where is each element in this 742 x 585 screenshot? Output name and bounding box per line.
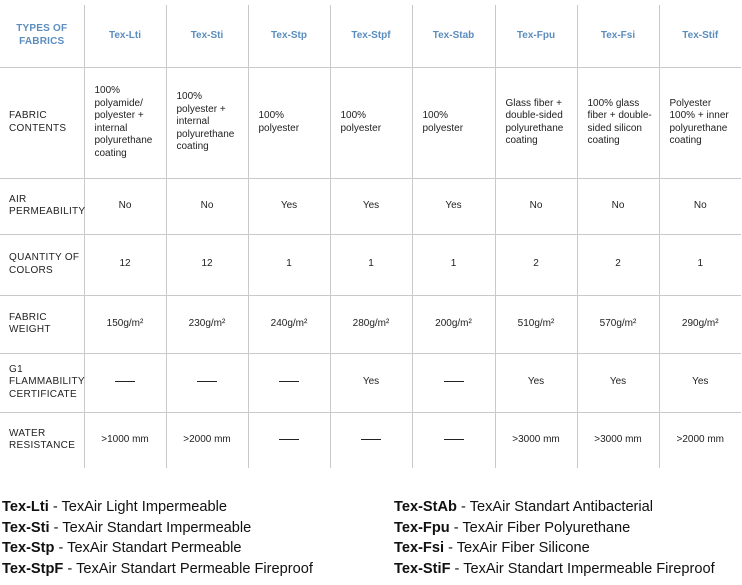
legend-item <box>2 518 313 539</box>
row-label-air-permeability: AIR PERMEABILITY <box>0 178 84 234</box>
table-cell: 100% polyester <box>330 67 412 178</box>
dash-mark <box>279 439 299 440</box>
table-cell <box>330 412 412 468</box>
dash-mark <box>444 381 464 382</box>
table-cell: 280g/m² <box>330 295 412 353</box>
legend-desc: - TexAir Standart Permeable Fireproof <box>63 560 313 577</box>
table-row-water-resistance <box>0 412 741 468</box>
legend-item <box>2 497 313 518</box>
legend-right-column <box>394 497 715 579</box>
legend-code: Tex-StAb <box>394 499 457 515</box>
column-header-tex-lti: Tex-Lti <box>84 5 166 67</box>
fabric-comparison-table <box>0 5 741 468</box>
legend-code: Tex-Fpu <box>394 519 450 536</box>
table-cell: >3000 mm <box>577 412 659 468</box>
table-cell: Yes <box>412 178 495 234</box>
table-cell: >1000 mm <box>84 412 166 468</box>
table-cell <box>412 412 495 468</box>
legend-desc: - TexAir Fiber Silicone <box>444 540 590 556</box>
table-cell: No <box>495 178 577 234</box>
table-cell <box>248 412 330 468</box>
table-cell: 150g/m² <box>84 295 166 353</box>
table-cell: 1 <box>330 234 412 295</box>
table-row-fabric-weight <box>0 295 741 353</box>
table-cell <box>248 353 330 412</box>
table-cell: >2000 mm <box>166 412 248 468</box>
table-cell <box>84 353 166 412</box>
column-header-tex-sti: Tex-Sti <box>166 5 248 67</box>
legend-desc: - TexAir Light Impermeable <box>48 499 227 515</box>
table-row-fabric-contents <box>0 67 741 178</box>
table-cell: 510g/m² <box>495 295 577 353</box>
column-header-tex-fpu: Tex-Fpu <box>495 5 577 67</box>
row-label-g1-flammability: G1 FLAMMABILITY CERTIFICATE <box>0 353 84 412</box>
table-cell: 200g/m² <box>412 295 495 353</box>
table-cell: 290g/m² <box>659 295 741 353</box>
table-cell: No <box>577 178 659 234</box>
row-label-quantity-of-colors: QUANTITY OF COLORS <box>0 234 84 295</box>
table-cell: 100% polyester <box>412 67 495 178</box>
table-cell: >3000 mm <box>495 412 577 468</box>
legend-desc: - TexAir Standart Permeable <box>54 540 242 556</box>
table-cell: 12 <box>166 234 248 295</box>
legend-item <box>394 497 715 518</box>
legend-desc: - TexAir Fiber Polyurethane <box>449 519 631 536</box>
column-header-tex-stif: Tex-Stif <box>659 5 741 67</box>
table-cell: 100% glass fiber + double-sided silicon coating <box>577 67 659 178</box>
legend-item <box>2 538 313 559</box>
table-cell: Glass fiber + double-sided polyurethane coating <box>495 67 577 178</box>
table-cell: 100% polyamide/ polyester + internal polyurethane coating <box>84 67 166 178</box>
dash-mark <box>197 381 217 382</box>
table-cell: 12 <box>84 234 166 295</box>
column-header-tex-stpf: Tex-Stpf <box>330 5 412 67</box>
legend-item <box>394 559 715 580</box>
legend-item <box>394 518 715 539</box>
table-cell: 100% polyester <box>248 67 330 178</box>
row-label-water-resistance: WATER RESISTANCE <box>0 412 84 468</box>
legend-code: Tex-Sti <box>2 519 50 536</box>
legend-desc: - TexAir Standart Antibacterial <box>456 499 654 515</box>
dash-mark <box>279 381 299 382</box>
table-cell: 570g/m² <box>577 295 659 353</box>
table-cell: 2 <box>577 234 659 295</box>
table-row-quantity-of-colors <box>0 234 741 295</box>
table-cell: 1 <box>659 234 741 295</box>
legend-code: Tex-StpF <box>2 560 64 577</box>
legend-left-column <box>2 497 313 579</box>
legend-item <box>394 538 715 559</box>
table-cell: Polyester 100% + inner polyurethane coating <box>659 67 741 178</box>
dash-mark <box>361 439 381 440</box>
legend-code: Tex-Fsi <box>394 540 445 556</box>
legend-code: Tex-StiF <box>394 560 451 577</box>
column-header-tex-stp: Tex-Stp <box>248 5 330 67</box>
legend-item <box>2 559 313 580</box>
column-header-tex-fsi: Tex-Fsi <box>577 5 659 67</box>
table-cell: Yes <box>248 178 330 234</box>
table-cell <box>166 353 248 412</box>
table-cell: Yes <box>577 353 659 412</box>
table-cell: 1 <box>248 234 330 295</box>
header-row <box>0 5 741 67</box>
column-header-tex-stab: Tex-Stab <box>412 5 495 67</box>
table-cell: Yes <box>330 178 412 234</box>
table-cell: No <box>659 178 741 234</box>
table-cell: 1 <box>412 234 495 295</box>
table-cell: >2000 mm <box>659 412 741 468</box>
table-cell: Yes <box>330 353 412 412</box>
dash-mark <box>115 381 135 382</box>
table-cell <box>412 353 495 412</box>
table-cell: 2 <box>495 234 577 295</box>
legend-code: Tex-Lti <box>2 499 49 515</box>
table-cell: 100% polyester + internal polyurethane coating <box>166 67 248 178</box>
table-cell: Yes <box>495 353 577 412</box>
types-of-fabrics-header: TYPES OF FABRICS <box>0 5 84 67</box>
table-row-air-permeability <box>0 178 741 234</box>
table-cell: No <box>84 178 166 234</box>
table-cell: 230g/m² <box>166 295 248 353</box>
row-label-fabric-contents: FABRIC CONTENTS <box>0 67 84 178</box>
row-label-fabric-weight: FABRIC WEIGHT <box>0 295 84 353</box>
table-cell: 240g/m² <box>248 295 330 353</box>
dash-mark <box>444 439 464 440</box>
legend-desc: - TexAir Standart Impermeable <box>49 519 252 536</box>
table-cell: No <box>166 178 248 234</box>
legend-desc: - TexAir Standart Impermeable Fireproof <box>450 560 715 577</box>
table-row-g1-flammability <box>0 353 741 412</box>
table-cell: Yes <box>659 353 741 412</box>
legend-code: Tex-Stp <box>2 540 55 556</box>
